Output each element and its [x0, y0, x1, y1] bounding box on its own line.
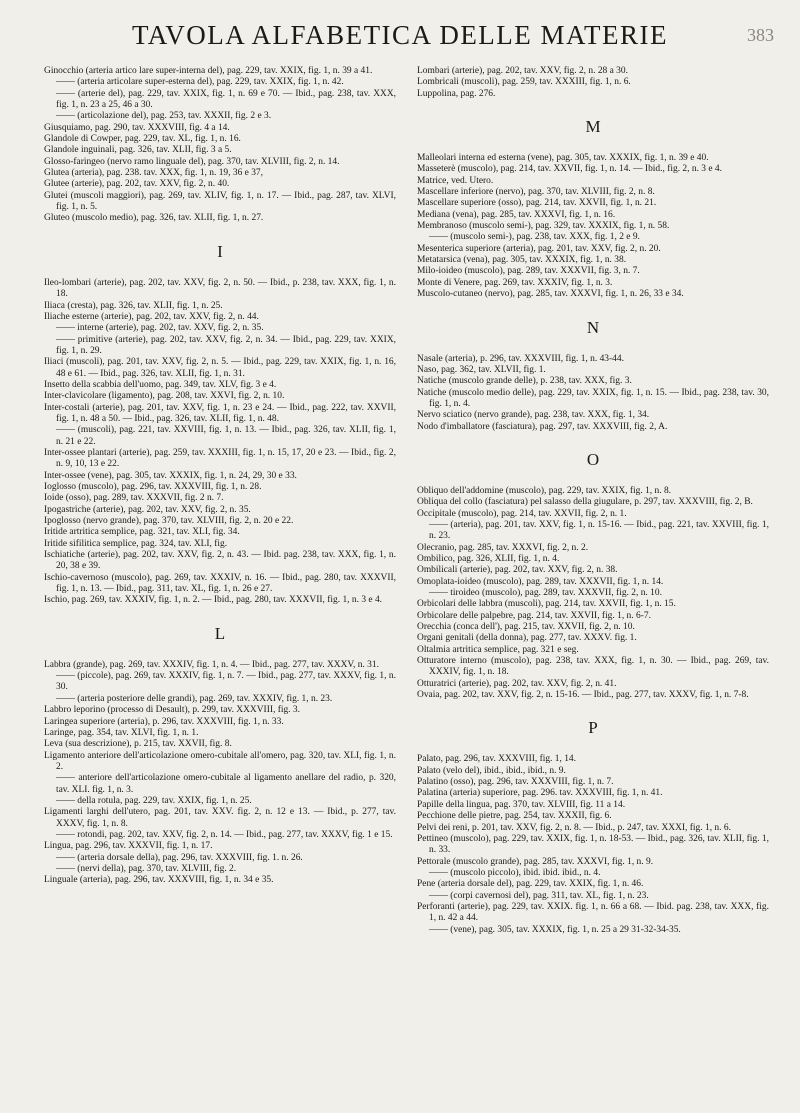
index-entry: Orbicolari delle labbra (muscoli), pag. 214, tav. XXVII, fig. 1, n. 15.	[417, 599, 676, 610]
index-entry: Glandole inguinali, pag. 326, tav. XLII, fig. 3 a 5.	[44, 145, 232, 156]
page-title: TAVOLA ALFABETICA DELLE MATERIE	[131, 20, 669, 50]
index-entry: Leva (sua descrizione), p. 215, tav. XXVII, fig. 8.	[44, 739, 232, 750]
index-entry: Obliquo dell'addomine (muscolo), pag. 229, tav. XXIX, fig. 1, n. 8.	[417, 485, 672, 496]
index-entry: Mascellare inferiore (nervo), pag. 370, tav. XLVIII, fig. 2, n. 8.	[417, 187, 655, 198]
index-entry: Otturatrici (arterie), pag. 202, tav. XXV, fig. 2, n. 41.	[417, 678, 617, 689]
index-subentry: —— della rotula, pag. 229, tav. XXIX, fig. 1, n. 25.	[56, 795, 252, 806]
index-subentry: —— anteriore dell'articolazione omero-cubitale al ligamento anellare del radio, p. 320, tav. XLI. fig. 1, n. 3.	[56, 773, 396, 795]
index-entry: Lombricali (muscoli), pag. 259, tav. XXXIII, fig. 1, n. 6.	[417, 77, 631, 88]
index-entry: Linguale (arteria), pag. 296, tav. XXXVIII, fig. 1, n. 34 e 35.	[44, 875, 274, 886]
index-entry: Ombilico, pag. 326, XLII, fig. 1, n. 4.	[417, 553, 560, 564]
index-entry: Olecranio, pag. 285, tav. XXXVI, fig. 2, n. 2.	[417, 542, 589, 553]
index-entry: Giusquiamo, pag. 290, tav. XXXVIII, fig. 4 a 14.	[44, 122, 230, 133]
index-entry: Ileo-lombari (arterie), pag. 202, tav. XXV, fig. 2, n. 50. — Ibid., p. 238, tav. XXX, fig. 1, n. 18.	[44, 277, 396, 300]
index-entry: Ipoglosso (nervo grande), pag. 370, tav. XLVIII, fig. 2, n. 20 e 22.	[44, 516, 294, 527]
index-entry: Ischio-cavernoso (muscolo), pag. 269, tav. XXXIV, n. 16. — Ibid., pag. 280, tav. XXXVII, fig. 1, n. 13. — Ibid., pag. 311, tav. XL, fig. 1, n. 26 e 27.	[44, 572, 396, 595]
index-entry: Oltalmia artritica semplice, pag. 321 e seg.	[417, 644, 579, 655]
index-entry: Ipogastriche (arterie), pag. 202, tav. XXV, fig. 2, n. 35.	[44, 504, 251, 515]
index-entry: Natiche (muscolo grande delle), p. 238, tav. XXX, fig. 3.	[417, 376, 632, 387]
index-entry: Inter-costali (arterie), pag. 201, tav. XXV, fig. 1, n. 23 e 24. — Ibid., pag. 222, tav. XXVII, fig. 1, n. 48 a 50. — Ibid., pag. 326, tav. XLII, fig. 1, n. 48.	[44, 402, 396, 424]
index-subentry: —— (arteria), pag. 201, tav. XXV, fig. 1, n. 15-16. — Ibid., pag. 221, tav. XXVIII, fig. 1, n. 23.	[429, 519, 769, 542]
index-entry: Iliaci (muscoli), pag. 201, tav. XXV, fig. 2, n. 5. — Ibid., pag. 229, tav. XXIX, fig. 1, n. 16, 48 e 61. — Ibid., pag. 326, tav. XLII, fig. 1, n. 31.	[44, 357, 396, 379]
index-entry: Ioide (osso), pag. 289, tav. XXXVII, fig. 2 n. 7.	[44, 493, 224, 504]
index-subentry: —— rotondi, pag. 202, tav. XXV, fig. 2, n. 14. — Ibid., pag. 277, tav. XXXV, fig. 1 e 15.	[56, 829, 393, 840]
index-entry: Mesenterica superiore (arteria), pag. 201, tav. XXV, fig. 2, n. 20.	[417, 243, 661, 254]
right-column	[417, 66, 769, 936]
index-entry: Ischiatiche (arterie), pag. 202, tav. XXV, fig. 2, n. 43. — Ibid. pag. 238, tav. XXX, fig. 1, n. 20, 38 e 39.	[44, 550, 396, 572]
index-entry: Palatina (arteria) superiore, pag. 296. tav. XXXVIII, fig. 1, n. 41.	[417, 788, 663, 799]
index-subentry: —— (arteria articolare super-esterna del), pag. 229, tav. XXIX, fig. 1, n. 42.	[56, 77, 344, 88]
index-subentry: —— (piccole), pag. 269, tav. XXXIV, fig. 1, n. 7. — Ibid., pag. 277, tav. XXXV, fig. 1, n. 30.	[56, 671, 396, 693]
index-entry: Ischio, pag. 269, tav. XXXIV, fig. 1, n. 2. — Ibid., pag. 280, tav. XXXVII, fig. 1, n. 3 e 4.	[44, 595, 383, 606]
index-entry: Obliqua del collo (fasciatura) pel salasso della giugulare, p. 297, tav. XXXVIII, fig. 2, B.	[417, 497, 753, 508]
index-entry: Laringe, pag. 354, tav. XLVI, fig. 1, n. 1.	[44, 727, 199, 738]
index-entry: Pettineo (muscolo), pag. 229, tav. XXIX, fig. 1, n. 18-53. — Ibid., pag. 326, tav. XLII, fig. 1, n. 33.	[417, 833, 769, 856]
section-letter-heading: N	[586, 317, 600, 337]
index-subentry: —— (arteria posteriore delle grandi), pag. 269, tav. XXXIV, fig. 1, n. 23.	[56, 693, 333, 704]
index-entry: Papille della lingua, pag. 370, tav. XLVIII, fig. 11 a 14.	[417, 799, 626, 810]
index-entry: Iritide sifilitica semplice, pag. 324, tav. XLI, fig.	[44, 538, 228, 549]
index-entry: Pene (arteria dorsale del), pag. 229, tav. XXIX, fig. 1, n. 46.	[417, 879, 644, 890]
index-entry: Pelvi dei reni, p. 201, tav. XXV, fig. 2, n. 8. — Ibid., p. 247, tav. XXXI, fig. 1, n. 6.	[417, 822, 731, 833]
index-entry: Metatarsica (vena), pag. 305, tav. XXXIX, fig. 1, n. 38.	[417, 255, 627, 266]
section-letter-heading: P	[588, 718, 598, 738]
index-entry: Iliache esterne (arterie), pag. 202, tav. XXV, fig. 2, n. 44.	[44, 311, 259, 322]
index-subentry: —— (muscolo piccolo), ibid. ibid. ibid., n. 4.	[429, 867, 601, 878]
index-entry: Iritide artritica semplice, pag. 321, tav. XLI, fig. 34.	[44, 527, 240, 538]
index-entry: Ombilicali (arterie), pag. 202, tav. XXV, fig. 2, n. 38.	[417, 565, 618, 576]
index-entry: Masseterè (muscolo), pag. 214, tav. XXVII, fig. 1, n. 14. — Ibid., fig. 2, n. 3 e 4.	[417, 164, 722, 175]
index-entry: Muscolo-cutaneo (nervo), pag. 285, tav. XXXVI, fig. 1, n. 26, 33 e 34.	[417, 289, 684, 300]
index-entry: Ginocchio (arteria artico lare super-interna del), pag. 229, tav. XXIX, fig. 1, n. 39 a 41.	[44, 66, 373, 76]
index-entry: Membranoso (muscolo semi-), pag. 329, tav. XXXIX, fig. 1, n. 58.	[417, 221, 670, 232]
index-entry: Ovaia, pag. 202, tav. XXV, fig. 2, n. 15-16. — Ibid., pag. 277, tav. XXXV, fig. 1, n. 7-8.	[417, 690, 749, 701]
index-entry: Malleolari interna ed esterna (vene), pag. 305, tav. XXXIX, fig. 1, n. 39 e 40.	[417, 153, 709, 164]
index-subentry: —— (muscolo semi-), pag. 238, tav. XXX, fig. 1, 2 e 9.	[429, 232, 640, 243]
index-entry: Glutee (arterie), pag. 202, tav. XXV, fig. 2, n. 40.	[44, 179, 230, 190]
index-entry: Lingua, pag. 296, tav. XXXVII, fig. 1, n. 17.	[44, 841, 213, 852]
index-subentry: —— primitive (arterie), pag. 202, tav. XXV, fig. 2, n. 34. — Ibid., pag. 229, tav. XXIX, fig. 1, n. 29.	[56, 334, 396, 356]
index-entry: Inter-clavicolare (ligamento), pag. 208, tav. XXVI, fig. 2, n. 10.	[44, 391, 285, 402]
index-entry: Naso, pag. 362, tav. XLVII, fig. 1.	[417, 364, 546, 375]
index-entry: Omoplata-ioideo (muscolo), pag. 289, tav. XXXVII, fig. 1, n. 14.	[417, 576, 664, 587]
index-subentry: —— tiroideo (muscolo), pag. 289, tav. XXXVII, fig. 2, n. 10.	[429, 588, 662, 598]
index-entry: Labbro leporino (processo di Desault), p. 299, tav. XXXVIII, fig. 3.	[44, 705, 300, 716]
index-entry: Organi genitali (della donna), pag. 277, tav. XXXV. fig. 1.	[417, 633, 637, 644]
index-entry: Ligamento anteriore dell'articolazione omero-cubitale all'omero, pag. 320, tav. XLI, fig. 1, n. 2.	[44, 750, 396, 772]
index-entry: Labbra (grande), pag. 269, tav. XXXIV, fig. 1, n. 4. — Ibid., pag. 277, tav. XXXV, n. 31.	[44, 659, 379, 670]
index-entry: Iliaca (cresta), pag. 326, tav. XLII, fig. 1, n. 25.	[44, 300, 223, 311]
index-subentry: —— interne (arterie), pag. 202, tav. XXV, fig. 2, n. 35.	[56, 323, 264, 334]
index-subentry: —— (arterie del), pag. 229, tav. XXIX, fig. 1, n. 69 e 70. — Ibid., pag. 238, tav. XXX, fig. 1, n. 23 a 25, 46 a 30.	[56, 88, 396, 111]
section-letter-heading: L	[214, 623, 226, 643]
index-entry: Orecchia (conca dell'), pag. 215, tav. XXVII, fig. 2, n. 10.	[417, 622, 635, 633]
index-entry: Mediana (vena), pag. 285, tav. XXXVI, fig. 1, n. 16.	[417, 209, 616, 220]
index-entry: Natiche (muscolo medio delle), pag. 229, tav. XXIX, fig. 1, n. 15. — Ibid., pag. 238, tav. 30, fig. 1, n. 4.	[417, 387, 769, 409]
index-entry: Monte di Venere, pag. 269, tav. XXXIV, fig. 1, n. 3.	[417, 277, 613, 288]
index-entry: Glutei (muscoli maggiori), pag. 269, tav. XLIV, fig. 1, n. 17. — Ibid., pag. 287, tav. XLVI, fig. 1, n. 5.	[44, 190, 396, 213]
page-number: 383	[747, 25, 774, 45]
index-entry: Milo-ioideo (muscolo), pag. 289, tav. XXXVII, fig. 3, n. 7.	[417, 266, 640, 277]
index-entry: Glutea (arteria), pag. 238. tav. XXX, fig. 1, n. 19, 36 e 37,	[44, 168, 264, 179]
index-entry: Matrice, ved. Utero.	[417, 175, 494, 186]
index-entry: Nasale (arteria), p. 296, tav. XXXVIII, fig. 1, n. 43-44.	[417, 353, 624, 364]
index-entry: Ligamenti larghi dell'utero, pag. 201, tav. XXV. fig. 2, n. 12 e 13. — Ibid., p. 277, tav. XXXV, fig. 1, n. 8.	[44, 807, 396, 829]
section-letter-heading: M	[585, 117, 601, 137]
index-entry: Pecchione delle pietre, pag. 254, tav. XXXII, fig. 6.	[417, 811, 612, 822]
index-entry: Otturatore interno (muscolo), pag. 238, tav. XXX, fig. 1, n. 30. — Ibid., pag. 269, tav. XXXIV, fig. 1, n. 18.	[417, 656, 769, 678]
index-subentry: —— (vene), pag. 305, tav. XXXIX, fig. 1, n. 25 a 29 31-32-34-35.	[429, 924, 681, 935]
index-entry: Gluteo (muscolo medio), pag. 326, tav. XLII, fig. 1, n. 27.	[44, 213, 264, 224]
index-subentry: —— (corpi cavernosi del), pag. 311, tav. XL, fig. 1, n. 23.	[429, 890, 649, 901]
index-entry: Ioglosso (muscolo), pag. 296, tav. XXXVIII, fig. 1, n. 28.	[44, 482, 262, 492]
index-subentry: —— (nervi della), pag. 370, tav. XLVIII, fig. 2.	[56, 863, 237, 874]
index-entry: Palatino (osso), pag. 296, tav. XXXVIII, fig. 1, n. 7.	[417, 777, 614, 788]
index-entry: Nervo sciatico (nervo grande), pag. 238, tav. XXX, fig. 1, 34.	[417, 410, 650, 421]
section-letter-heading: O	[586, 449, 600, 469]
index-entry: Insetto della scabbia dell'uomo, pag. 349, tav. XLV, fig. 3 e 4.	[44, 379, 277, 390]
index-entry: Pettorale (muscolo grande), pag. 285, tav. XXXVI, fig. 1, n. 9.	[417, 856, 654, 867]
index-entry: Glandole di Cowper, pag. 229, tav. XL, fig. 1, n. 16.	[44, 134, 241, 145]
page-header	[0, 0, 800, 58]
index-subentry: —— (articolazione del), pag. 253, tav. XXXII, fig. 2 e 3.	[56, 111, 272, 122]
index-entry: Perforanti (arterie), pag. 229, tav. XXIX. fig. 1, n. 66 a 68. — Ibid. pag. 238, tav. XXX, fig. 1, n. 42 a 44.	[417, 901, 769, 924]
index-entry: Palato (velo del), ibid., ibid., ibid., n. 9.	[417, 765, 566, 776]
index-entry: Glosso-faringeo (nervo ramo linguale del), pag. 370, tav. XLVIII, fig. 2, n. 14.	[44, 156, 340, 167]
index-subentry: —— (arteria dorsale della), pag. 296, tav. XXXVIII, fig. 1. n. 26.	[56, 852, 303, 863]
section-letter-heading: I	[217, 241, 223, 261]
index-entry: Occipitale (muscolo), pag. 214, tav. XXVII, fig. 2, n. 1.	[417, 508, 627, 519]
index-entry: Mascellare superiore (osso), pag. 214, tav. XXVII, fig. 1, n. 21.	[417, 198, 657, 209]
index-subentry: —— (muscoli), pag. 221, tav. XXVIII, fig. 1, n. 13. — Ibid., pag. 326, tav. XLII, fig. 1, n. 21 e 22.	[56, 425, 396, 447]
index-entry: Luppolina, pag. 276.	[417, 88, 496, 99]
index-entry: Palato, pag. 296, tav. XXXVIII, fig. 1, 14.	[417, 754, 577, 765]
index-entry: Inter-ossee plantari (arterie), pag. 259, tav. XXXIII, fig. 1, n. 15, 17, 20 e 23. — Ibid., fig. 2, n. 9, 10, 13 e 22.	[44, 447, 396, 470]
index-entry: Nodo d'imballatore (fasciatura), pag. 297, tav. XXXVIII, fig. 2, A.	[417, 421, 668, 432]
index-entry: Laringea superiore (arteria), p. 296, tav. XXXVIII, fig. 1, n. 33.	[44, 716, 284, 727]
left-column	[44, 66, 396, 887]
index-entry: Lombari (arterie), pag. 202, tav. XXV, fig. 2, n. 28 a 30.	[417, 66, 628, 76]
index-entry: Orbicolare delle palpebre, pag. 214, tav. XXVII, fig. 1, n. 6-7.	[417, 610, 651, 621]
index-entry: Inter-ossee (vene), pag. 305, tav. XXXIX, fig. 1, n. 24, 29, 30 e 33.	[44, 470, 297, 481]
